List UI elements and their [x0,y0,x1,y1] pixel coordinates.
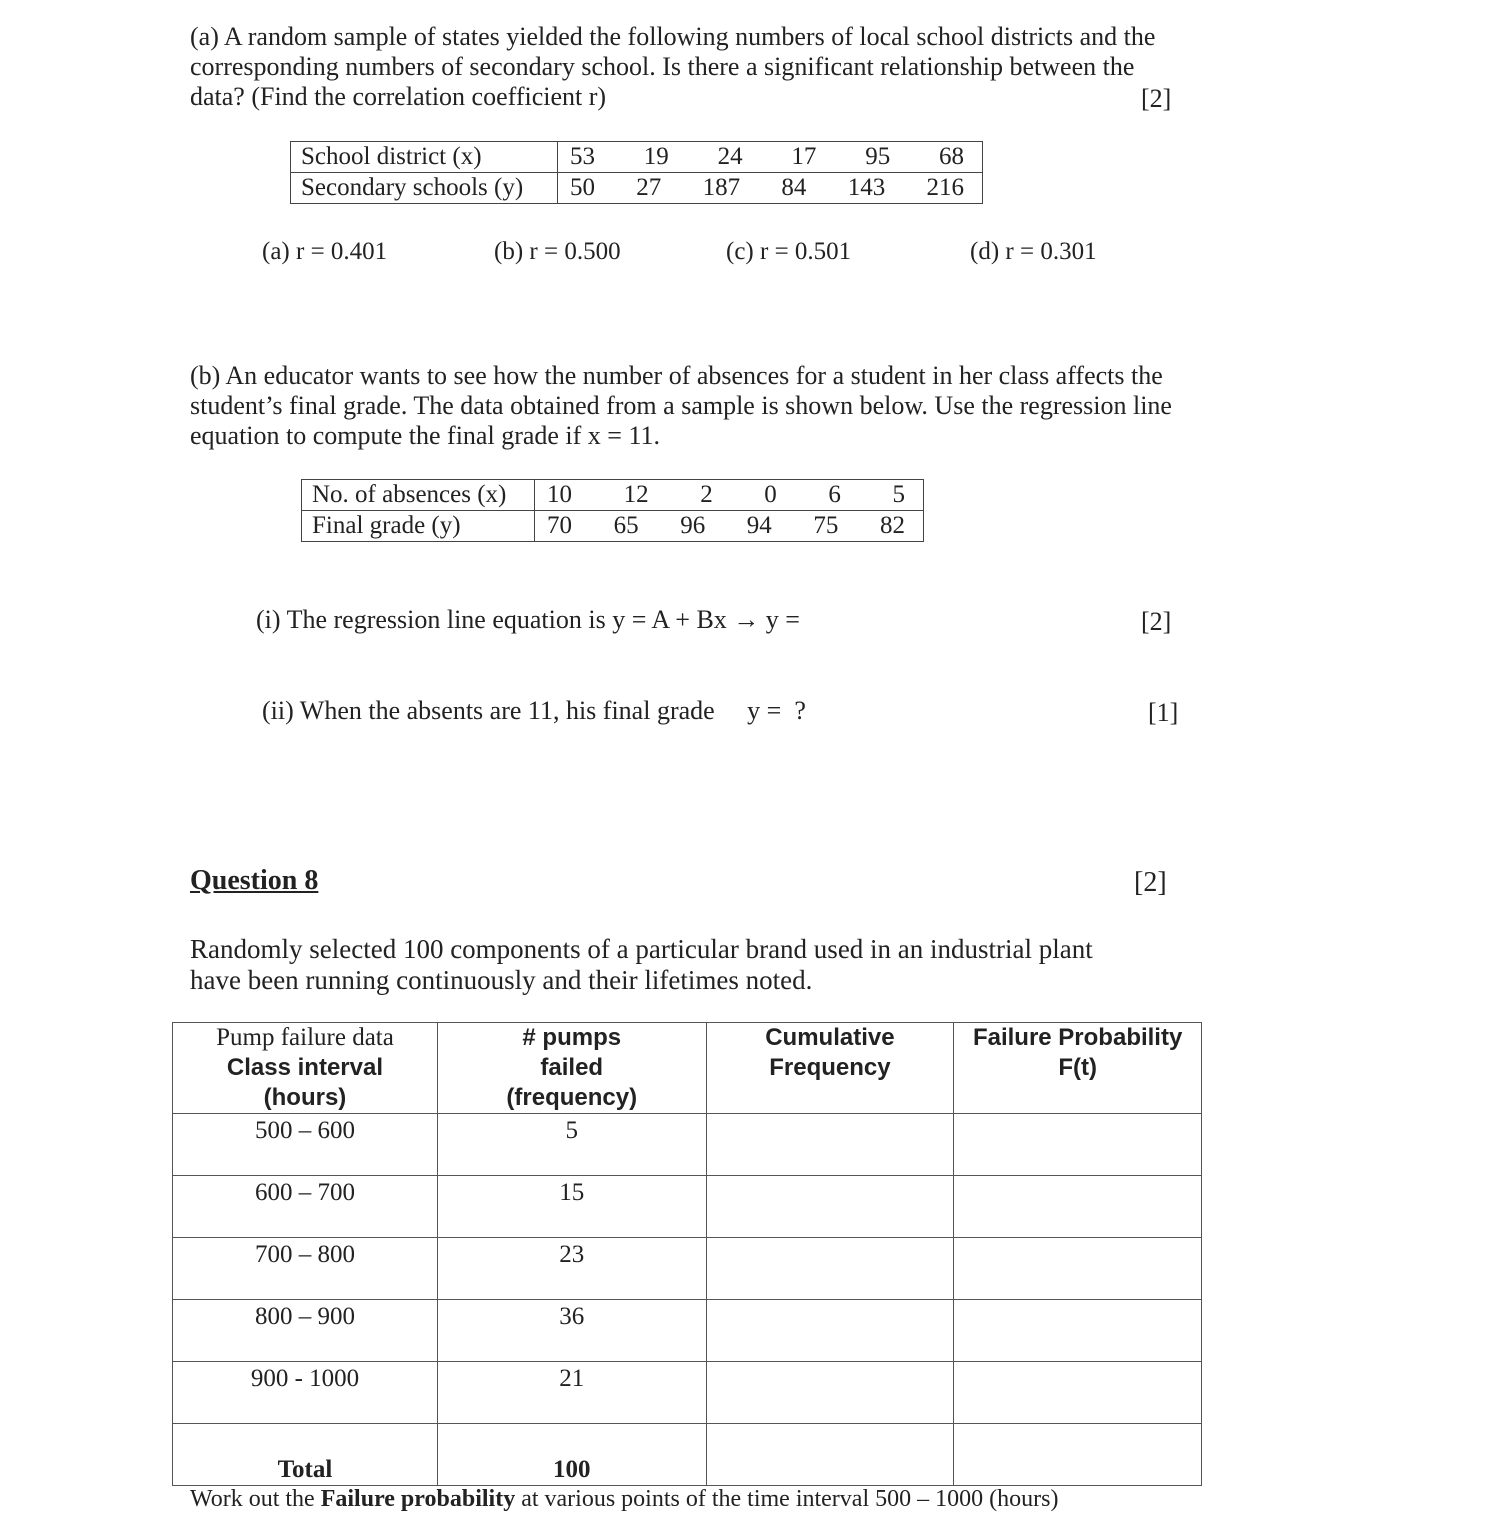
y-value: 65 [613,512,639,539]
sub-question-ii-marks: [1] [1148,698,1179,727]
total-label: Total [173,1424,438,1486]
question-8-text: Randomly selected 100 components of a particular brand used in an industrial plant have been running continuously and their lifetimes noted. [190,934,1093,995]
x-values [535,480,923,510]
y-value: 82 [879,512,905,539]
header-failure-probability: Failure Probability F(t) [972,1024,1183,1081]
part-a-question-text: (a) A random sample of states yielded the following numbers of local school districts and the corresponding numbers of secondary school. Is there a significant relationship between the data? (Find the correlation coefficient r) [190,22,1156,111]
cumulative-frequency-cell[interactable] [706,1362,954,1424]
x-value: 2 [700,481,713,508]
total-value: 100 [437,1424,706,1486]
header-class-interval-hours: Class interval (hours) [226,1054,384,1111]
y-values [558,173,982,203]
x-value: 0 [764,481,777,508]
table-row [173,1114,1202,1176]
y-values [535,511,923,541]
cumulative-frequency-cell[interactable] [706,1300,954,1362]
y-value: 94 [746,512,772,539]
school-district-table [290,141,983,204]
frequency-cell: 5 [437,1114,706,1176]
footer-bold-text: Failure probability [320,1486,516,1512]
absences-table [301,479,924,542]
option-d: (d) r = 0.301 [970,238,1097,265]
cumulative-frequency-cell[interactable] [706,1114,954,1176]
failure-probability-cell[interactable] [954,1176,1202,1238]
x-value: 68 [938,143,964,170]
x-value: 5 [892,481,905,508]
pump-failure-table [172,1022,1202,1486]
frequency-cell: 21 [437,1362,706,1424]
cumulative-frequency-cell[interactable] [706,1238,954,1300]
option-b: (b) r = 0.500 [494,238,621,265]
table-row [291,142,983,173]
table-row [302,480,924,511]
y-value: 75 [813,512,839,539]
frequency-cell: 23 [437,1238,706,1300]
x-values [558,142,982,172]
x-value: 12 [623,481,649,508]
class-interval-cell: 500 – 600 [173,1114,438,1176]
table-total-row [173,1424,1202,1486]
x-value: 24 [717,143,743,170]
footer-instruction [190,1486,1058,1513]
part-a-marks: [2] [1141,84,1172,113]
table-row [173,1300,1202,1362]
class-interval-cell: 600 – 700 [173,1176,438,1238]
header-frequency: # pumps failed (frequency) [506,1024,638,1111]
y-value: 187 [702,174,741,201]
option-c: (c) r = 0.501 [726,238,852,265]
failure-probability-cell[interactable] [954,1362,1202,1424]
table-row [302,511,924,542]
footer-text: at various points of the time interval 500 – 1000 (hours) [515,1486,1059,1512]
y-value: 27 [636,174,662,201]
option-a: (a) r = 0.401 [262,238,388,265]
failure-probability-cell[interactable] [954,1238,1202,1300]
y-value: 96 [680,512,706,539]
class-interval-cell: 900 - 1000 [173,1362,438,1424]
x-value: 10 [547,481,572,508]
y-value: 50 [570,174,595,201]
x-value: 95 [865,143,891,170]
sub-question-i-marks: [2] [1141,607,1172,636]
table-row [173,1176,1202,1238]
header-cumulative-frequency: Cumulative Frequency [765,1024,895,1081]
failure-probability-cell[interactable] [954,1300,1202,1362]
y-value: 216 [926,174,964,201]
sub-question-ii: (ii) When the absents are 11, his final grade y = ? [262,696,806,725]
x-value: 17 [791,143,817,170]
question-8-heading: Question 8 [190,865,319,896]
table-row [173,1238,1202,1300]
y-value: 143 [847,174,886,201]
table-header-row [173,1023,1202,1114]
failure-probability-cell[interactable] [954,1424,1202,1486]
frequency-cell: 36 [437,1300,706,1362]
failure-probability-cell[interactable] [954,1114,1202,1176]
row-x-label: No. of absences (x) [302,480,535,511]
part-b-question-text: (b) An educator wants to see how the number of absences for a student in her class affects the student’s final grade. The data obtained from a sample is shown below. Use the regression line equation to compute the final grade if x = 11. [190,361,1172,450]
row-y-label: Secondary schools (y) [291,173,558,204]
table-row [173,1362,1202,1424]
footer-text: Work out the [190,1486,321,1512]
class-interval-cell: 700 – 800 [173,1238,438,1300]
frequency-cell: 15 [437,1176,706,1238]
question-8-marks: [2] [1134,867,1167,898]
x-value: 53 [570,143,595,170]
sub-question-i: (i) The regression line equation is y = A + Bx → y = [256,605,800,634]
row-x-label: School district (x) [291,142,558,173]
x-value: 19 [643,143,669,170]
x-value: 6 [828,481,841,508]
header-class-interval [173,1023,438,1114]
cumulative-frequency-cell[interactable] [706,1176,954,1238]
header-pump-failure-data: Pump failure data [216,1024,394,1051]
cumulative-frequency-cell[interactable] [706,1424,954,1486]
table-row [291,173,983,204]
y-value: 84 [781,174,807,201]
y-value: 70 [547,512,572,539]
class-interval-cell: 800 – 900 [173,1300,438,1362]
row-y-label: Final grade (y) [302,511,535,542]
